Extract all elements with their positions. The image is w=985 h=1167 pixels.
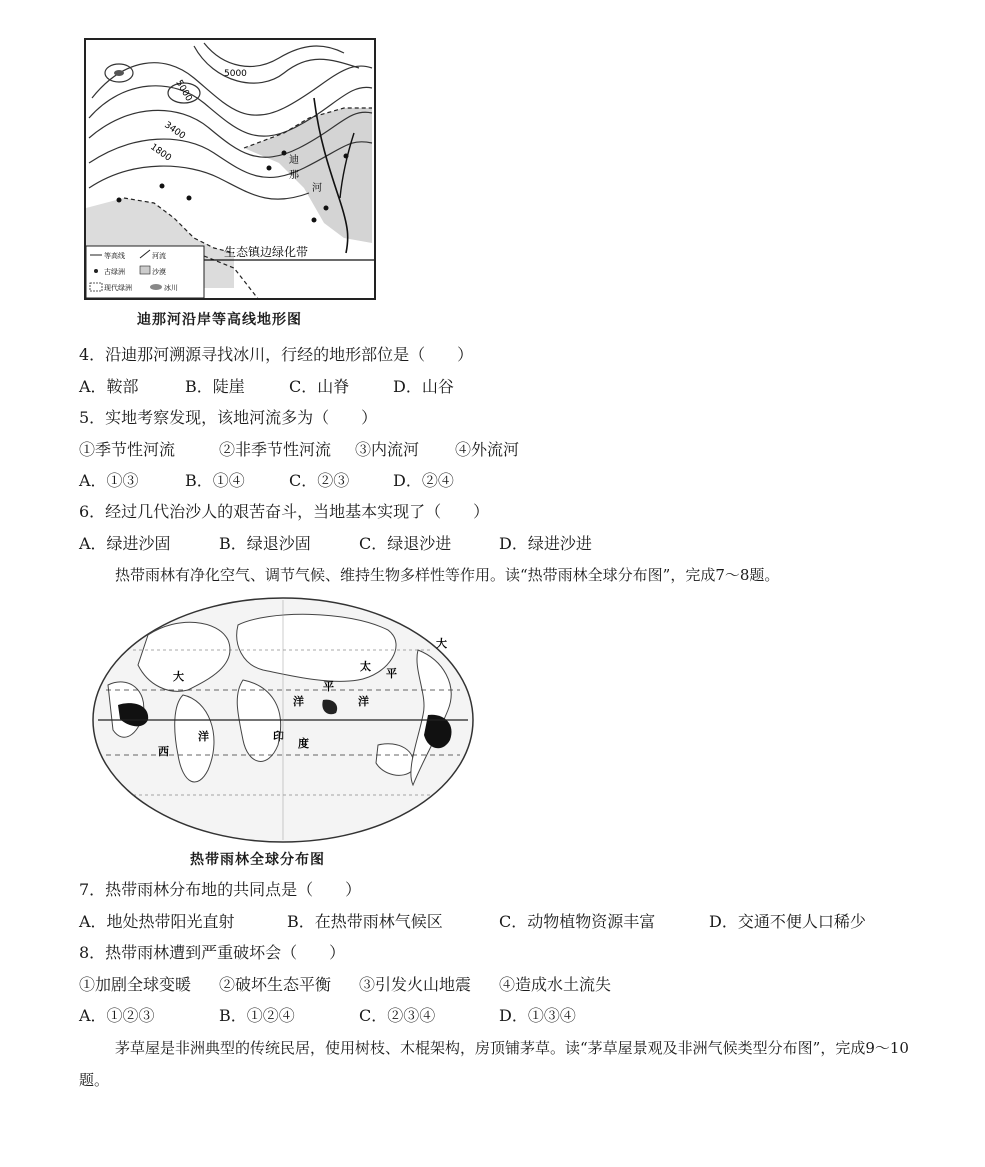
option-c[interactable]: C．②③④: [359, 1006, 436, 1025]
option-b[interactable]: B．①④: [185, 471, 245, 490]
question-6-options: [79, 534, 592, 554]
question-5-options: [79, 471, 454, 491]
map-label: 洋: [358, 695, 369, 708]
question-7-stem: 7．热带雨林分布地的共同点是（ ）: [79, 880, 362, 899]
question-8-items: [79, 975, 611, 995]
option-a[interactable]: A．①③: [79, 471, 139, 490]
map-label: 西: [158, 745, 169, 758]
legend-item: 等高线: [104, 252, 125, 260]
option-b[interactable]: B．在热带雨林气候区: [287, 912, 443, 931]
contour-label: 5000: [173, 78, 194, 104]
option-d[interactable]: D．②④: [393, 471, 454, 490]
option-b[interactable]: B．绿退沙固: [219, 534, 311, 553]
contour-label: 3400: [162, 120, 187, 142]
map-label: 洋: [293, 695, 304, 708]
map-label: 平: [386, 667, 397, 680]
question-4-options: [79, 377, 454, 397]
reading-intro-9-10-text: 茅草屋是非洲典型的传统民居，使用树枝、木棍架构，房顶铺茅草。读“茅草屋景观及非洲气候类型分布图”，完成9～10题。: [79, 1039, 909, 1089]
option-a[interactable]: A．鞍部: [79, 377, 139, 396]
question-5-items: [79, 440, 519, 460]
option-c[interactable]: C．动物植物资源丰富: [499, 912, 656, 931]
option-a[interactable]: A．绿进沙固: [79, 534, 171, 553]
reading-intro-7-8: 热带雨林有净化空气、调节气候、维持生物多样性等作用。读“热带雨林全球分布图”，完成7～8题。: [115, 566, 780, 584]
option-d[interactable]: D．绿进沙进: [499, 534, 592, 553]
river-label: 那: [289, 170, 299, 181]
question-7-options: [79, 912, 866, 932]
option-a[interactable]: A．地处热带阳光直射: [79, 912, 235, 931]
question-8-options: [79, 1006, 576, 1026]
question-6-stem: 6．经过几代治沙人的艰苦奋斗，当地基本实现了（ ）: [79, 502, 490, 521]
map-label: 洋: [198, 730, 209, 743]
map-label: 大: [436, 637, 447, 650]
rainforest-map: [88, 595, 478, 845]
map-label: 大: [173, 670, 184, 683]
option-a[interactable]: A．①②③: [79, 1006, 155, 1025]
statement-1: ①加剧全球变暖: [79, 975, 192, 994]
legend-item: 现代绿洲: [104, 284, 132, 292]
rainforest-map-figure: [88, 595, 478, 845]
rainforest-map-caption: 热带雨林全球分布图: [190, 852, 325, 868]
statement-3: ③引发火山地震: [359, 975, 472, 994]
map-label: 平: [323, 680, 334, 693]
map-label: 印: [273, 730, 284, 743]
question-8-stem: 8．热带雨林遭到严重破坏会（ ）: [79, 943, 346, 962]
belt-label: 生态镇边绿化带: [224, 245, 309, 259]
legend-item: 冰川: [164, 284, 178, 292]
contour-label: 5000: [224, 69, 247, 79]
contour-map-figure: [84, 38, 376, 300]
reading-intro-9-10: [79, 1032, 919, 1096]
statement-3: ③内流河: [355, 440, 420, 459]
option-d[interactable]: D．交通不便人口稀少: [709, 912, 866, 931]
river-label: 河: [312, 183, 322, 194]
legend-item: 河流: [152, 252, 166, 260]
question-4-stem: 4．沿迪那河溯源寻找冰川，行经的地形部位是（ ）: [79, 345, 474, 364]
question-5-stem: 5．实地考察发现，该地河流多为（ ）: [79, 408, 378, 427]
statement-4: ④造成水土流失: [499, 975, 612, 994]
option-c[interactable]: C．绿退沙进: [359, 534, 452, 553]
map-label: 度: [298, 737, 309, 750]
legend-item: 古绿洲: [104, 268, 125, 276]
statement-4: ④外流河: [455, 440, 520, 459]
legend-item: 沙漠: [152, 268, 166, 276]
contour-label: 1800: [148, 142, 173, 164]
statement-1: ①季节性河流: [79, 440, 176, 459]
option-b[interactable]: B．陡崖: [185, 377, 245, 396]
map-label: 太: [360, 660, 371, 673]
option-d[interactable]: D．山谷: [393, 377, 454, 396]
river-label: 迪: [289, 155, 299, 166]
option-d[interactable]: D．①③④: [499, 1006, 576, 1025]
contour-map-caption: 迪那河沿岸等高线地形图: [137, 312, 302, 328]
option-c[interactable]: C．山脊: [289, 377, 350, 396]
statement-2: ②非季节性河流: [219, 440, 332, 459]
contour-map: [84, 38, 376, 300]
option-b[interactable]: B．①②④: [219, 1006, 295, 1025]
option-c[interactable]: C．②③: [289, 471, 350, 490]
statement-2: ②破坏生态平衡: [219, 975, 332, 994]
